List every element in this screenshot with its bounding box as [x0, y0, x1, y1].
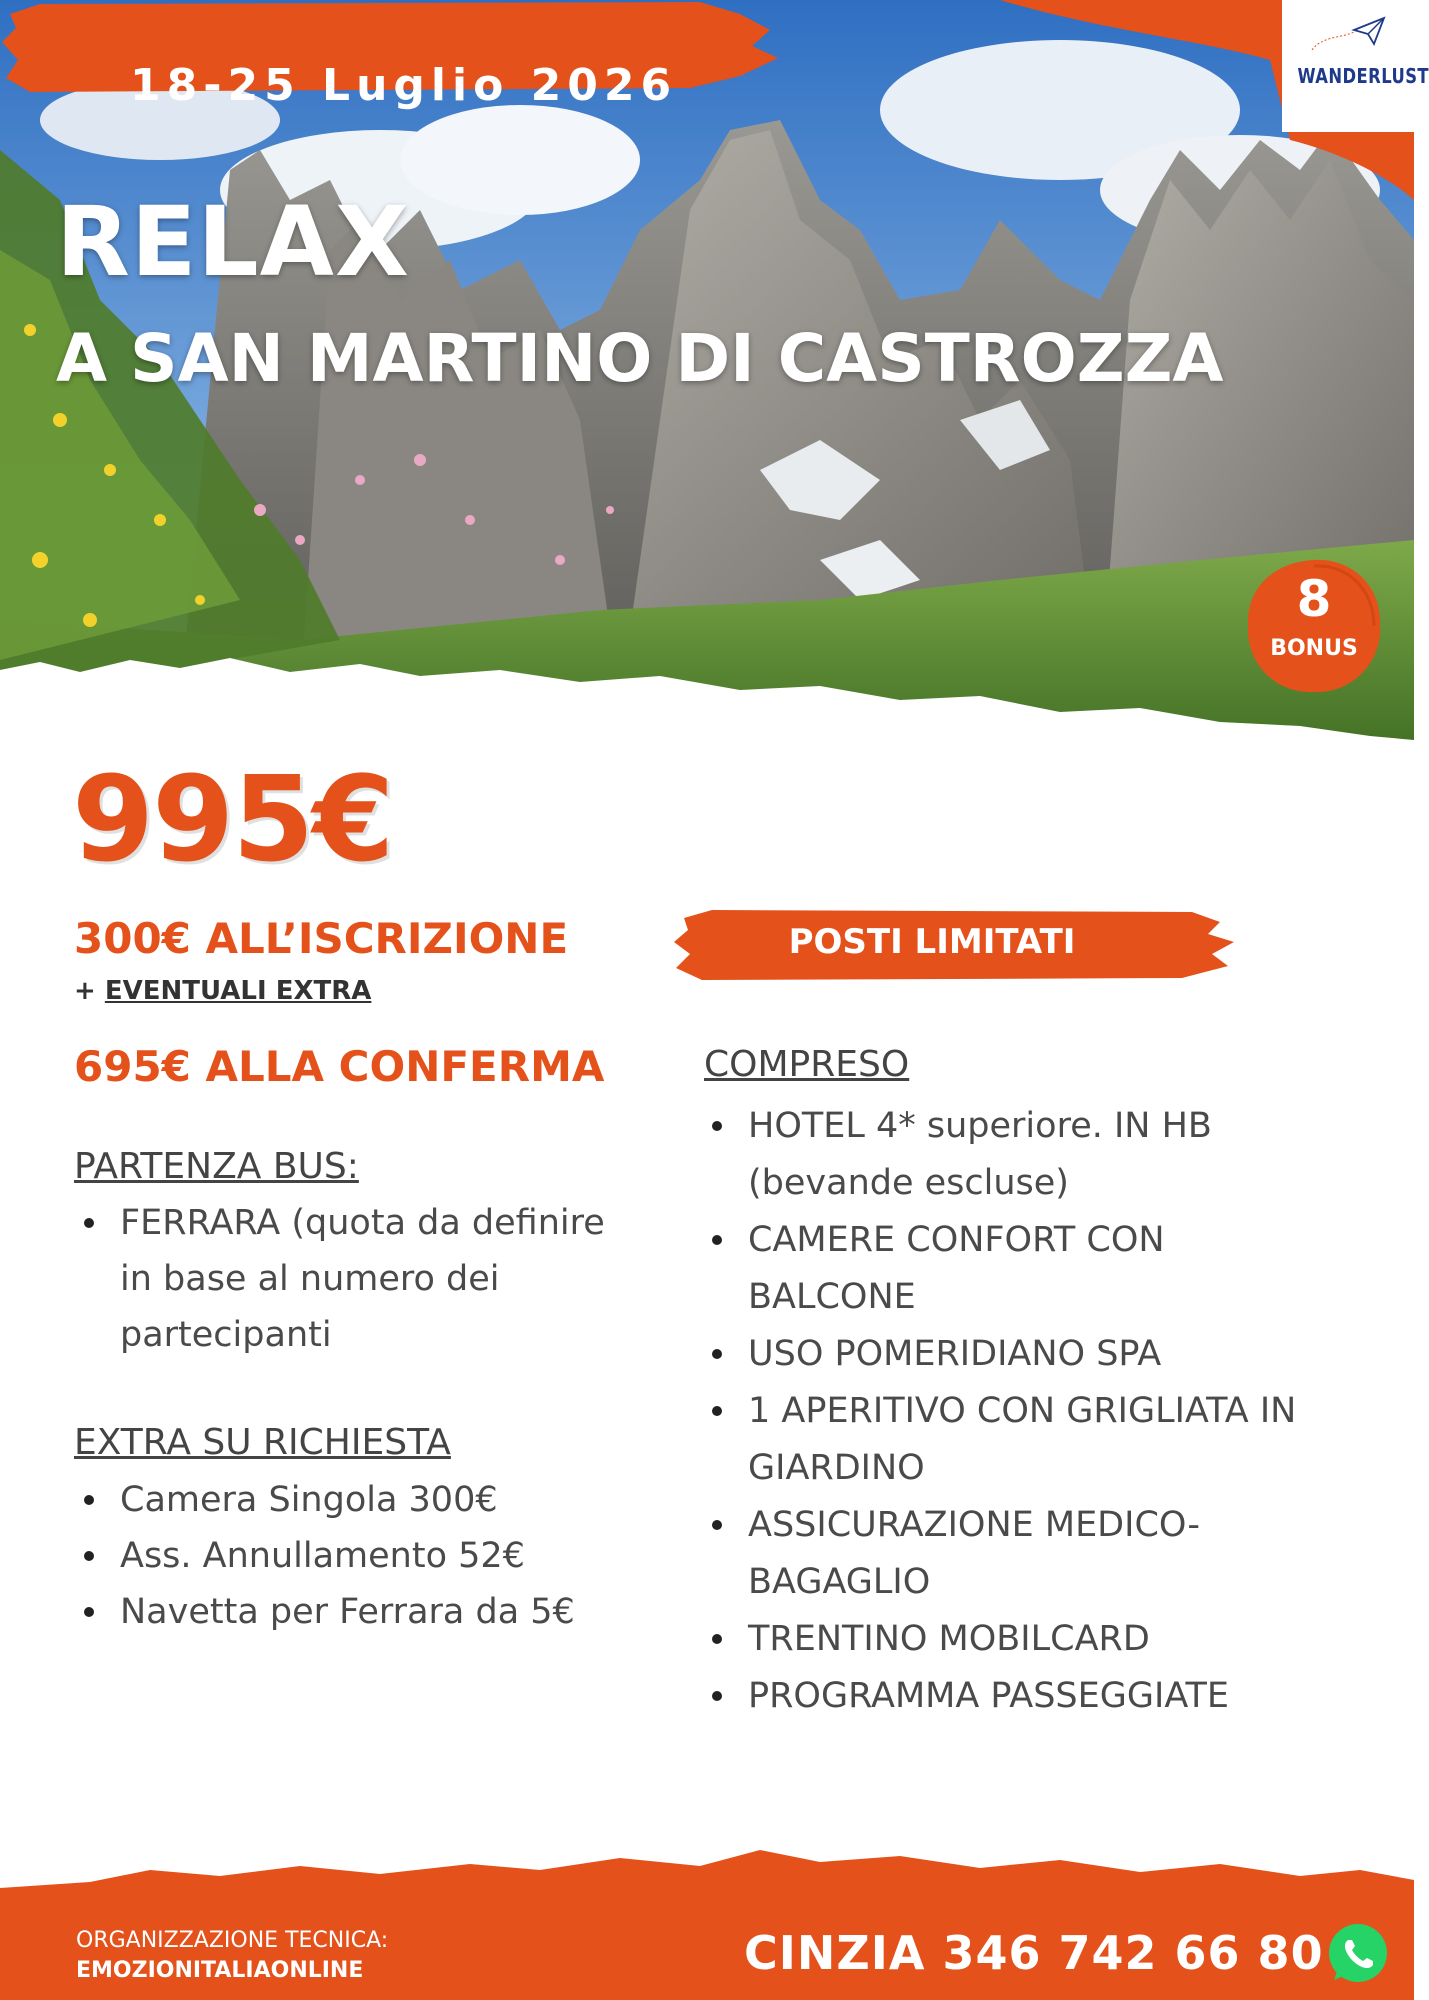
price-total: 995€ [72, 750, 393, 888]
page-subtitle: A SAN MARTINO DI CASTROZZA [56, 320, 1224, 397]
list-item: Camera Singola 300€ [74, 1472, 634, 1528]
list-item: FERRARA (quota da definire in base al numero dei partecipanti [74, 1195, 634, 1363]
logo-wordmark: WANDERLUST [1297, 64, 1429, 88]
list-item: Ass. Annullamento 52€ [74, 1528, 634, 1584]
extras-heading: EXTRA SU RICHIESTA [74, 1422, 451, 1463]
page-title: RELAX [56, 186, 410, 298]
list-item: ASSICURAZIONE MEDICO-BAGAGLIO [702, 1497, 1342, 1611]
departure-list [74, 1195, 634, 1363]
included-heading: COMPRESO [704, 1044, 910, 1085]
extra-link[interactable]: EVENTUALI EXTRA [104, 976, 372, 1006]
wanderlust-logo [1282, 0, 1429, 132]
list-item: TRENTINO MOBILCARD [702, 1611, 1342, 1668]
footer-organizer: EMOZIONITALIAONLINE [76, 1958, 364, 1983]
deposit-line: 300€ ALL’ISCRIZIONE [74, 914, 569, 963]
list-item: PROGRAMMA PASSEGGIATE [702, 1668, 1342, 1725]
bonus-badge [1244, 556, 1384, 696]
list-item: USO POMERIDIANO SPA [702, 1326, 1342, 1383]
trip-dates: 18-25 Luglio 2026 [130, 60, 678, 111]
extra-line [74, 976, 371, 1006]
paper-plane-icon [1352, 16, 1386, 46]
list-item: 1 APERITIVO CON GRIGLIATA IN GIARDINO [702, 1383, 1342, 1497]
balance-line: 695€ ALLA CONFERMA [74, 1042, 605, 1091]
extra-prefix: + [74, 976, 105, 1006]
whatsapp-icon[interactable] [1326, 1922, 1390, 1986]
included-list [702, 1098, 1342, 1725]
limited-spots-badge: POSTI LIMITATI [788, 922, 1076, 962]
hero-image [0, 0, 1429, 760]
list-item: HOTEL 4* superiore. IN HB (bevande escluse) [702, 1098, 1342, 1212]
contact-phone[interactable]: CINZIA 346 742 66 80 [744, 1926, 1324, 1980]
departure-heading: PARTENZA BUS: [74, 1146, 359, 1187]
list-item: CAMERE CONFORT CON BALCONE [702, 1212, 1342, 1326]
footer-label: ORGANIZZAZIONE TECNICA: [76, 1928, 389, 1953]
extras-list [74, 1472, 634, 1640]
bonus-number: 8 [1296, 570, 1332, 628]
bonus-label: BONUS [1270, 636, 1358, 661]
list-item: Navetta per Ferrara da 5€ [74, 1584, 634, 1640]
